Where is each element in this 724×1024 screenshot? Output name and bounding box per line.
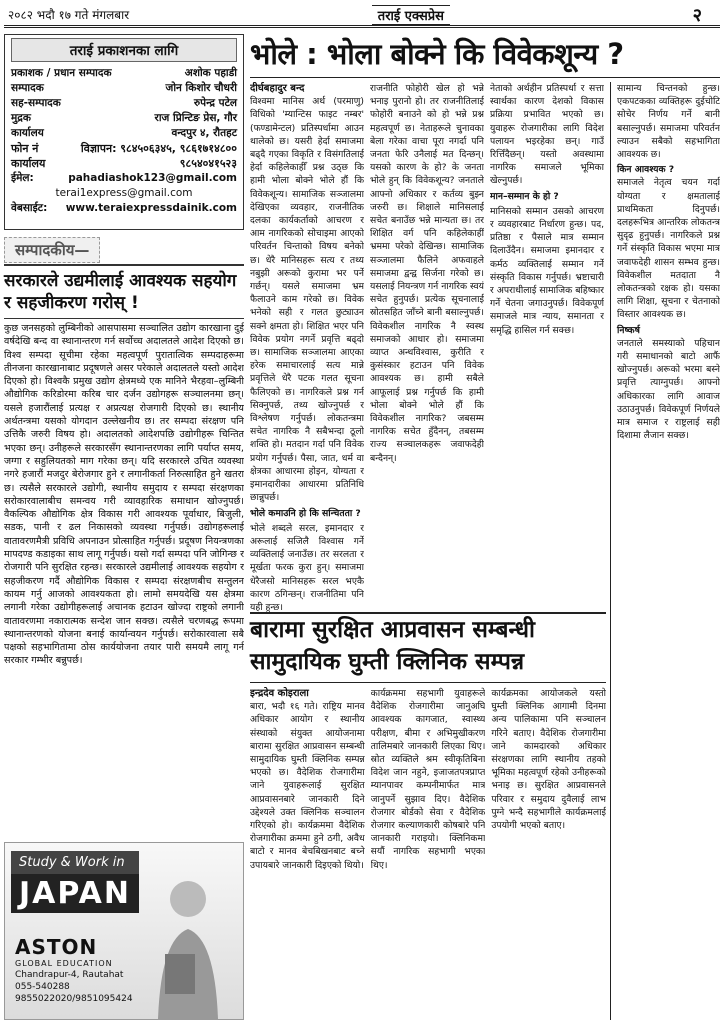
story1-column: नेताको अर्थहीन प्रतिस्पर्धा र सत्ता स्वार्थका कारण देशको विकास प्रक्रिया प्रभावित भएको छ। युवाहरू रोजगारीका लागि विदेश पलायन भइरहेका छन्। गाउँ रित्तिँदैछन्। यस्तो अवस्थामा नागरिक समाजले भूमिका खेल्नुपर्छ। मान–सम्मान के हो ? मानिसको सम्मान उसको आचरण र व्यवहारबाट निर्धारण हुन्छ। पद, प्रतिष्ठा र पैसाले मात्र सम्मान दिलाउँदैन। समाजमा इमानदार र कर्मठ व्यक्तिलाई सम्मान गर्ने संस्कृति विकास गर्नुपर्छ। भ्रष्टाचारी र अपराधीलाई सामाजिक बहिष्कार गर्ने चेतना जगाउनुपर्छ। विवेकपूर्ण समाजले मात्र न्याय, समानता र समृद्धि हासिल गर्न सक्छ। (490, 83, 604, 336)
right-area (250, 34, 720, 1020)
story1-column: दीर्घबहादुर बन्द विश्वमा मानिस अर्थ (परमाणु) विधिको 'म्यान्टिस फाइट नम्बर' (फण्डामेन्टल) प्रतिस्पर्धामा आउन थालेको छ। यसरी हेर्दा समाजमा बढ्दै गएका विकृति र विसंगतिलाई हेर्दा कहिलेकाहीँ प्रश्न उठ्छ कि हामी भोला बोक्ने भोले हौं कि विवेकशून्य। सामाजिक सञ्जालमा देखिएका व्यवहार, राजनीतिक दलका कार्यकर्ताको आचरण र आम नागरिकको सोचाइमा आएको परिवर्तन चिन्ताको विषय बनेको छ। धेरै मानिसहरू सत्य र तथ्य नबुझी अरूको कुरामा भर पर्ने गर्छन्। यसले समाजमा भ्रम फैलाउने काम गरेको छ। विवेक भनेको सही र गलत छुट्याउन सक्ने क्षमता हो। शिक्षित भएर पनि विवेक प्रयोग नगर्ने प्रवृत्ति बढ्दो छ। सामाजिक सञ्जालमा आएका हरेक समाचारलाई सत्य मान्ने प्रवृत्तिले धेरै पटक गलत सूचना फैलिएको छ। नागरिकले प्रश्न गर्न सिक्नुपर्छ, तथ्य खोज्नुपर्छ र विश्लेषण गर्नुपर्छ। लोकतन्त्रमा सचेत नागरिक नै सबैभन्दा ठूलो शक्ति हो। मतदान गर्दा पनि विवेक प्रयोग गर्नुपर्छ। पैसा, जात, धर्म वा क्षेत्रका आधारमा होइन, योग्यता र इमानदारीका आधारमा प्रतिनिधि छान्नुपर्छ। भोले कमाउनि हो कि सन्चितता ? भोले शब्दले सरल, इमानदार र अरूलाई सजिलै विश्वास गर्ने व्यक्तिलाई जनाउँछ। तर सरलता र मूर्खता फरक कुरा हुन्। समाजमा धेरैजसो मानिसहरू सरल भएकै कारण ठगिन्छन्। राजनीतिमा पनि यही हुन्छ। (250, 83, 364, 613)
masthead-row: ईमेल: pahadiashok123@gmail.com (11, 172, 237, 184)
story1-subhead: मान–सम्मान के हो ? (490, 190, 559, 202)
story2 (250, 612, 606, 1020)
ad-brand-logo: ASTON (15, 935, 98, 959)
masthead-row: मुद्रक राज प्रिन्टिङ प्रेस, गौर (11, 112, 237, 124)
left-column (4, 34, 244, 1020)
ad-line: Study & Work in (11, 851, 139, 874)
editorial-section-header (4, 236, 244, 266)
sidebar-subhead: निष्कर्ष (617, 324, 640, 336)
story1-body (250, 82, 604, 640)
paper-name: तराई एक्सप्रेस (372, 5, 450, 25)
story1-byline: दीर्घबहादुर बन्द (250, 83, 305, 94)
masthead-title: तराई प्रकाशनका लागि (11, 38, 237, 62)
ad-mobile: 9855022020/9851095424 (15, 994, 133, 1004)
masthead-row: कार्यालय वन्दपुर ४, रौतहट (11, 127, 237, 139)
masthead-row: फोन नं विज्ञापन: ९८४५०६३४५, ९८६१७१४८०० (11, 142, 237, 155)
editorial-title: सरकारले उद्यमीलाई आवश्यक सहयोग र सहजीकरण गरोस् ! (4, 270, 244, 319)
masthead-row: प्रकाशक / प्रधान सम्पादक अशोक पहाडी (11, 67, 237, 79)
editorial-label: सम्पादकीय— (4, 237, 100, 263)
page-header (4, 4, 720, 28)
story1-subhead: भोले कमाउनि हो कि सन्चितता ? (250, 507, 361, 519)
story2-column: इन्द्रदेव कोइराला बारा, भदौ १६ गते। राष्ट्रिय मानव अधिकार आयोग र स्थानीय संस्थाको संयुक्त आयोजनामा बारामा सुरक्षित आप्रवासन सम्बन्धी सामुदायिक घुम्ती क्लिनिक सम्पन्न भएको छ। वैदेशिक रोजगारीमा जाने युवाहरूलाई सुरक्षित आप्रवासनबारे जानकारी दिने उद्देश्यले उक्त क्लिनिक सञ्चालन गरिएको हो। कार्यक्रममा वैदेशिक रोजगारीका क्रममा हुने ठगी, अवैध बाटो र मानव बेचबिखनबाट बच्ने उपायबारे जानकारी दिइएको थियो। (250, 688, 365, 871)
advertisement-japan[interactable] (4, 842, 244, 1020)
issue-date: २०८२ भदौ १७ गते मंगलबार (8, 8, 130, 22)
story2-column: कार्यक्रमका आयोजकले यस्तो घुम्ती क्लिनिक आगामी दिनमा अन्य पालिकामा पनि सञ्चालन गरिने बताए। वैदेशिक रोजगारीमा जाने कामदारको अधिकार संरक्षणका लागि स्थानीय तहको भूमिका महत्वपूर्ण रहेको उनीहरूको भनाइ छ। सुरक्षित आप्रवासनले परिवार र समुदाय दुवैलाई लाभ पुग्ने भन्दै सहभागीले कार्यक्रमलाई उपयोगी भएको बताए। (491, 688, 607, 832)
student-illustration (143, 869, 233, 1019)
story2-byline: इन्द्रदेव कोइराला (250, 688, 309, 699)
sidebar-subhead: किन आवश्यक ? (617, 164, 675, 176)
story1-column: राजनीति फोहोरी खेल हो भन्ने भनाइ पुरानो हो। तर राजनीतिलाई फोहोरी बनाउने को हो भन्ने प्रश्न महत्वपूर्ण छ। नेताहरूले चुनावका बेला गरेका वाचा पूरा नगर्दा पनि जनता फेरि उनैलाई मत दिन्छन्। यसको कारण के हो? के जनता भोले हुन् कि विवेकशून्य? जनताले आफ्नो अधिकार र कर्तव्य बुझ्न जरुरी छ। शिक्षाले मानिसलाई सचेत बनाउँछ भन्ने मान्यता छ। तर शिक्षित वर्ग पनि कहिलेकाहीँ भ्रममा परेको देखिन्छ। सामाजिक सञ्जालमा फैलिने अफवाहले समाजमा द्वन्द्व सिर्जना गरेको छ। यसलाई नियन्त्रण गर्न नागरिक स्वयं सचेत हुनुपर्छ। प्रत्येक सूचनालाई स्रोतसहित जाँच्ने बानी बसाल्नुपर्छ। विवेकशील नागरिक नै स्वस्थ समाजको आधार हो। समाजमा व्याप्त अन्धविश्वास, कुरीति र कुसंस्कार हटाउन पनि विवेक आवश्यक छ। हामी सबैले आफूलाई प्रश्न गर्नुपर्छ कि हामी भोला बोक्ने भोले हौं कि विवेकशील नागरिक? जबसम्म नागरिक सचेत हुँदैनन्, तबसम्म राज्य सञ्चालकहरू जवाफदेही बन्दैनन्। (370, 83, 484, 464)
masthead-row: कार्यालय ९८५४०४१५२३ (11, 157, 237, 170)
email-link[interactable]: pahadiashok123@gmail.com (68, 172, 237, 184)
masthead-row: वेबसाईट: www.teraiexpressdainik.com (11, 202, 237, 214)
editorial-body: कुछ जनसहको लुम्बिनीको आसपासमा सञ्चालित उद्योग कारखाना दुई वर्षदेखि बन्द वा स्थानान्तरण गर्न सर्वोच्च अदालतले आदेश दिएको छ। विश्व सम्पदा सूचीमा रहेका महत्वपूर्ण पुरातात्विक सम्पदाहरूमा तीनजना कारखानाबाट प्रदूषणले असर परेकाले अदालतले यस्तो आदेश दिएको हो। विश्वकै प्रमुख उद्योग क्षेत्रमध्ये एक मानिने भैरहवा–लुम्बिनी औद्योगिक करिडोरमा करिब चार दर्जन उद्योगहरू सञ्चालनमा छन्। यसले हजारौंलाई प्रत्यक्ष र अप्रत्यक्ष रोजगारी दिएको छ। स्थानीय अर्थतन्त्रमा यसको योगदान उल्लेखनीय छ। तर सम्पदा संरक्षण पनि उत्तिकै जरुरी विषय हो। अदालतको आदेशपछि उद्योगीहरू चिन्तित भएका छन्। उनीहरूले सरकारसँग स्थानान्तरणका लागि पर्याप्त समय, जग्गा र सहुलियतको माग गरेका छन्। यदि सरकारले उचित व्यवस्था नगरे हजारौं मजदुर बेरोजगार हुने र लगानीकर्ता निरुत्साहित हुने खतरा छ। त्यसैले सरकारले उद्योगी, स्थानीय समुदाय र सम्पदा संरक्षणका सरोकारवालाबीच समन्वय गरी व्यावहारिक समाधान खोज्नुपर्छ। वैकल्पिक औद्योगिक क्षेत्र विकास गरी आवश्यक पूर्वाधार, बिजुली, सडक, पानी र ढल निकासको व्यवस्था गर्नुपर्छ। उद्योगहरूलाई वातावरणमैत्री प्रविधि अपनाउन प्रोत्साहित गर्नुपर्छ। प्रदूषण नियन्त्रणका मापदण्ड कडाइका साथ लागू गर्नुपर्छ। यसो गर्दा सम्पदा पनि जोगिन्छ र रोजगारी पनि सुरक्षित रहन्छ। सरकारले उद्यमीलाई आवश्यक सहयोग र सहजीकरण गर्दै औद्योगिक विकास र सम्पदा संरक्षणबीच सन्तुलन कायम गर्नु आजको आवश्यकता हो। लामो समयदेखि यस क्षेत्रमा लगानी गरेका उद्योगीहरूलाई अचानक हटाउन खोज्दा राष्ट्रको लगानी वातावरणमा नकारात्मक सन्देश जान सक्छ। त्यसैले चरणबद्ध रूपमा स्थानान्तरणको योजना बनाई कार्यान्वयन गर्नुपर्छ। सरोकारवाला सबै पक्षको सहभागितामा ठोस कार्ययोजना तयार पारी समयमै लागू गर्न सरकार गम्भीर बन्नुपर्छ। (4, 323, 244, 667)
ad-address: Chandrapur-4, Rautahat (15, 970, 124, 980)
story1-headline[interactable]: भोले : भोला बोक्ने कि विवेकशून्य ? (250, 34, 720, 78)
ad-phone: 055-540288 (15, 982, 70, 992)
ad-country: JAPAN (11, 874, 139, 913)
story1-continuation-column: सामान्य चिन्तनको हुन्छ। एकपटकका व्यक्तिहरू दुईचोटि सोचेर निर्णय गर्ने बानी बसाल्नुपर्छ। समाजमा परिवर्तन ल्याउन सबैको सहभागिता आवश्यक छ। किन आवश्यक ? समाजले नेतृत्व चयन गर्दा योग्यता र क्षमतालाई प्राथमिकता दिनुपर्छ। दलहरूभित्र आन्तरिक लोकतन्त्र सुदृढ हुनुपर्छ। नागरिकले प्रश्न गर्ने संस्कृति विकास भएमा मात्र जवाफदेही शासन सम्भव हुन्छ। विवेकशील मतदाता नै लोकतन्त्रको रक्षक हो। यसका लागि शिक्षा, सूचना र चेतनाको विस्तार आवश्यक छ। निष्कर्ष जनताले समस्याको पहिचान गरी समाधानको बाटो आफैं खोज्नुपर्छ। अरूको भरमा बस्ने प्रवृत्ति त्याग्नुपर्छ। आफ्नो अधिकारका लागि आवाज उठाउनुपर्छ। विवेकपूर्ण निर्णयले मात्र समाज र राष्ट्रलाई सही दिशामा लैजान सक्छ। (610, 82, 720, 1020)
page-number: २ (692, 4, 702, 26)
story2-column: कार्यक्रममा सहभागी युवाहरूले वैदेशिक रोजगारीमा जानुअघि आवश्यक कागजात, स्वास्थ्य परीक्षण, बीमा र अभिमुखीकरण तालिमबारे जानकारी लिएका थिए। स्रोत व्यक्तिले श्रम स्वीकृतिबिना विदेश जान नहुने, इजाजतपत्रप्राप्त म्यानपावर कम्पनीमार्फत मात्र जानुपर्ने सुझाव दिए। वैदेशिक रोजगार बोर्डको सेवा र वैदेशिक रोजगार कल्याणकारी कोषबारे पनि जानकारी गराइयो। क्लिनिकमा सयौं नागरिक सहभागी भएका थिए। (370, 688, 486, 871)
ad-brand-sub: GLOBAL EDUCATION (15, 959, 113, 968)
masthead-row: सह-सम्पादक रुपेन्द्र पटेल (11, 97, 237, 109)
masthead-box (4, 34, 244, 230)
masthead-row: सम्पादक जोन किशोर चौधरी (11, 82, 237, 94)
story2-headline[interactable]: बारामा सुरक्षित आप्रवासन सम्बन्धी सामुदायिक घुम्ती क्लिनिक सम्पन्न (250, 614, 606, 683)
story2-body (250, 687, 606, 1017)
website-link[interactable]: www.teraiexpressdainik.com (65, 202, 237, 214)
email-link-2[interactable]: terai1express@gmail.com (55, 187, 193, 199)
